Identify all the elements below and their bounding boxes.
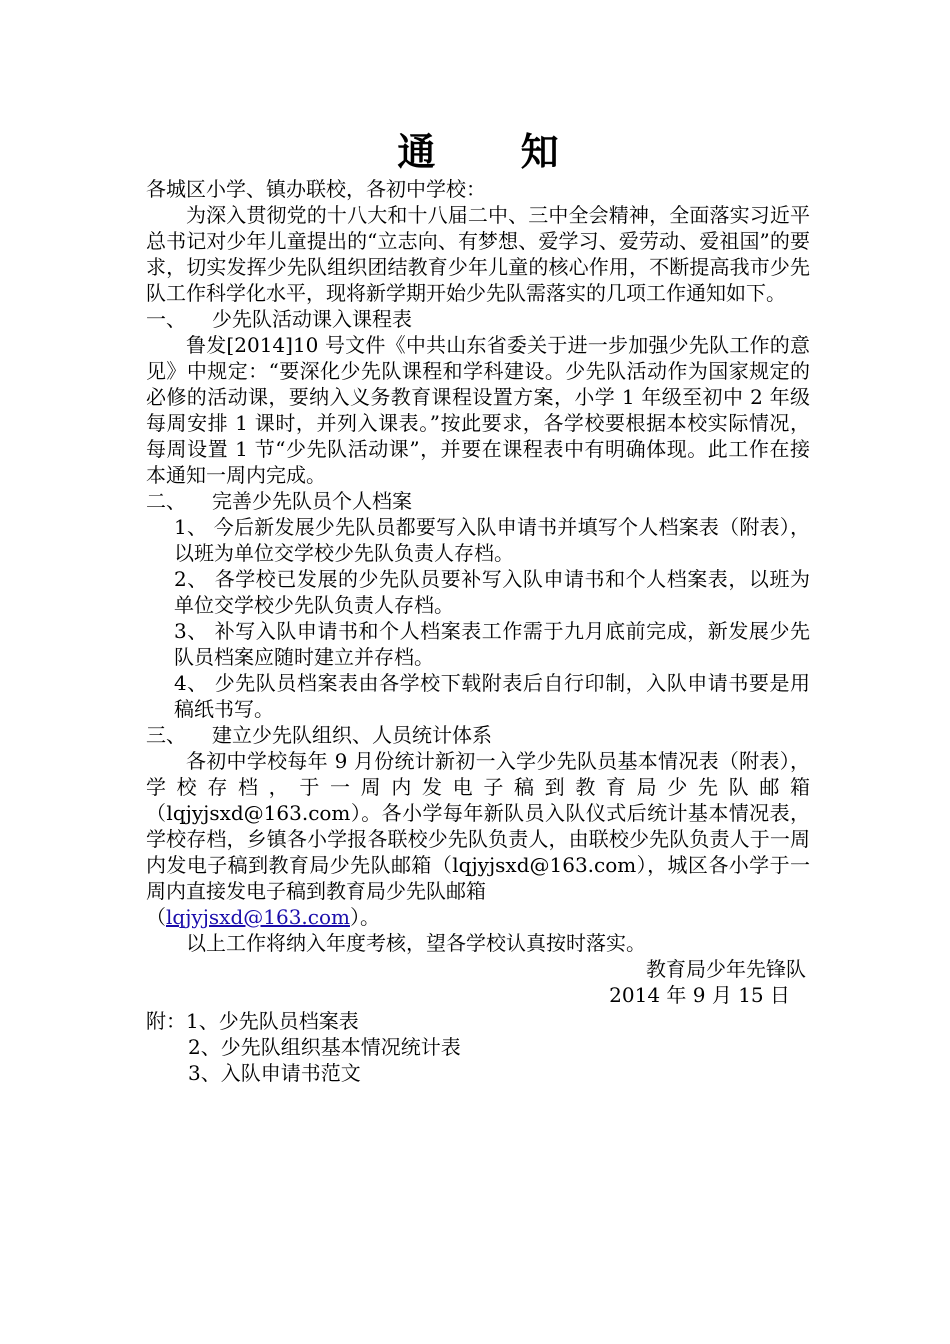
attachment-label: 附： — [146, 1009, 186, 1033]
section-3-number: 三、 — [146, 723, 186, 747]
notice-document — [146, 128, 810, 1086]
intro-paragraph: 为深入贯彻党的十八大和十八届二中、三中全会精神，全面落实习近平总书记对少年儿童提出的“立志向、有梦想、爱学习、爱劳动、爱祖国”的要求，切实发挥少先队组织团结教育少年儿童的核心作用，不断提高我市少先队工作科学化水平，现将新学期开始少先队需落实的几项工作通知如下。 — [146, 203, 810, 305]
attachment-item-2: 2、少先队组织基本情况统计表 — [188, 1035, 461, 1059]
email-link[interactable]: lqjyjsxd@163.com — [166, 905, 350, 929]
section-2-item-4: 4、 少先队员档案表由各学校下载附表后自行印制，入队申请书要是用稿纸书写。 — [174, 671, 810, 721]
section-2-item-2: 2、 各学校已发展的少先队员要补写入队申请书和个人档案表，以班为单位交学校少先队负责人存档。 — [174, 567, 810, 617]
email-close-paren: ）。 — [349, 905, 380, 929]
section-1-number: 一、 — [146, 307, 186, 331]
section-2-item-1: 1、 今后新发展少先队员都要写入队申请书并填写个人档案表（附表），以班为单位交学校少先队负责人存档。 — [174, 515, 810, 565]
section-3-title: 建立少先队组织、人员统计体系 — [212, 723, 492, 747]
salutation: 各城区小学、镇办联校，各初中学校： — [146, 177, 486, 201]
section-2-item-3: 3、 补写入队申请书和个人档案表工作需于九月底前完成，新发展少先队员档案应随时建立并存档。 — [174, 619, 810, 669]
section-3-body — [146, 748, 810, 930]
section-1-body: 鲁发[2014]10 号文件《中共山东省委关于进一步加强少先队工作的意见》中规定：“要深化少先队课程和学科建设。少先队活动作为国家规定的必修的活动课，要纳入义务教育课程设置方案，小学 1 年级至初中 2 年级每周安排 1 课时，并列入课表。”按此要求，各学校要根据本校实际情况，每周设置 1 节“少先队活动课”，并要在课程表中有明确体现。此工作在接本通知一周内完成。 — [146, 333, 810, 487]
attachment-item-1: 1、少先队员档案表 — [186, 1009, 359, 1033]
section-2-number: 二、 — [146, 489, 186, 513]
page-title: 通 知 — [397, 129, 595, 174]
signature-org: 教育局少年先锋队 — [646, 957, 806, 981]
attachment-line-1 — [146, 1008, 810, 1034]
email-open-paren: （ — [146, 905, 166, 929]
attachment-item-3: 3、入队申请书范文 — [188, 1061, 361, 1085]
section-3-body-text: 各初中学校每年 9 月份统计新初一入学少先队员基本情况表（附表），学校存档，于一周内发电子稿到教育局少先队邮箱（lqjyjsxd@163.com）。各小学每年新队员入队仪式后统计基本情况表，学校存档，乡镇各小学报各联校少先队负责人，由联校少先队负责人于一周内发电子稿到教育局少先队邮箱（lqjyjsxd@163.com），城区各小学于一周内直接发电子稿到教育局少先队邮箱 — [146, 749, 810, 903]
closing-paragraph: 以上工作将纳入年度考核，望各学校认真按时落实。 — [186, 931, 646, 955]
section-1-heading — [146, 306, 810, 332]
section-3-heading — [146, 722, 810, 748]
section-2-heading — [146, 488, 810, 514]
section-1-title: 少先队活动课入课程表 — [212, 307, 412, 331]
section-2-title: 完善少先队员个人档案 — [212, 489, 412, 513]
signature-date: 2014 年 9 月 15 日 — [609, 983, 790, 1007]
